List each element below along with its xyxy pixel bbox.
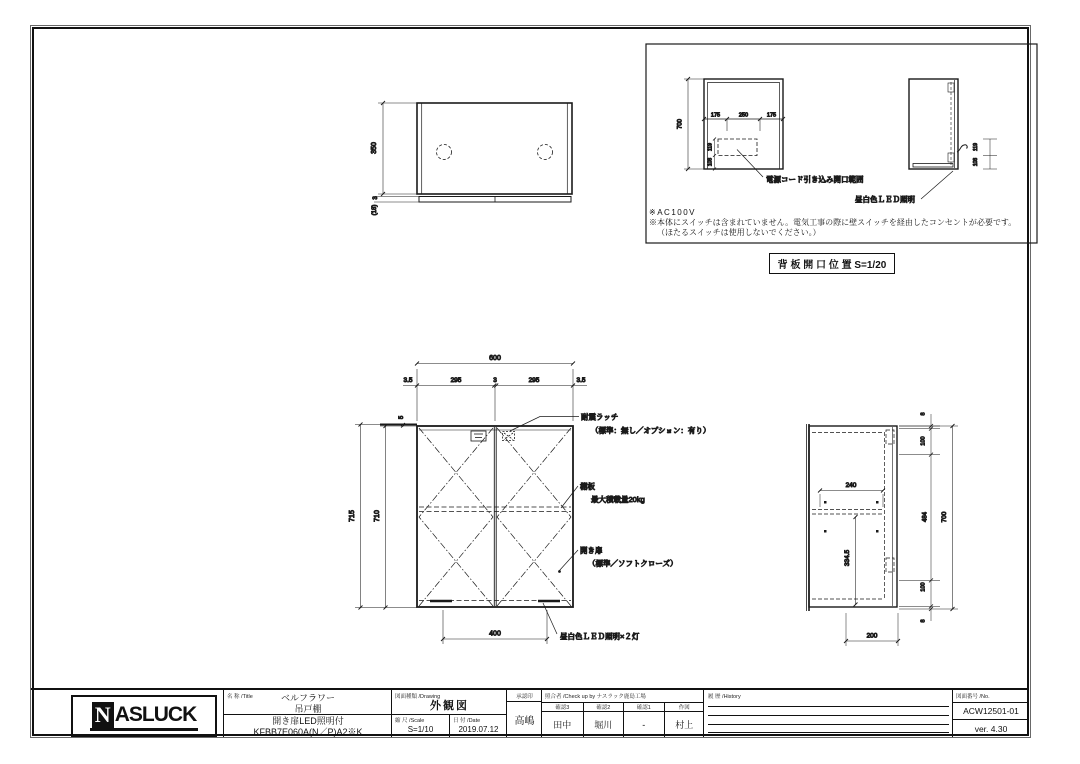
label-shelf-note: 最大積載量20kg	[591, 495, 645, 504]
shelf-pins	[824, 501, 879, 533]
dim-front-h-body: 710	[374, 510, 381, 522]
name-label: 名 称 /Title	[227, 694, 253, 700]
power-cord-opening	[718, 139, 757, 156]
approval-value: 高嶋	[514, 716, 535, 727]
check-col-1-label: 確認2	[584, 702, 624, 712]
dim-back-right: 175	[766, 112, 777, 119]
label-led-front: 昼白色ＬＥＤ照明×２灯	[560, 632, 640, 641]
nasluck-logo	[71, 695, 217, 737]
check-col-3	[664, 702, 705, 737]
name-value-3: 開き扉LED照明付	[272, 716, 344, 726]
dim-plan-depth: 350	[371, 142, 378, 154]
plan-view	[371, 101, 572, 215]
check-col-3-value: 村上	[675, 720, 694, 730]
check-col-2-label: 確認1	[624, 702, 664, 712]
check-col-2-value: -	[642, 719, 646, 730]
side-view	[807, 412, 959, 646]
dim-back-height: 700	[677, 118, 684, 130]
dim-front-center: 3	[493, 377, 497, 384]
dim-side-bot: 8	[920, 619, 927, 623]
dim-back-left: 175	[710, 112, 721, 119]
history-label: 履 歴 /History	[708, 694, 741, 700]
front-view	[349, 355, 710, 644]
dim-side-shelf: 240	[845, 482, 857, 489]
name-value-4: KFBB7E060A(N／P)A2※K	[253, 727, 363, 737]
check-col-0	[542, 702, 583, 737]
drawing-type-cell	[391, 690, 507, 737]
note-line-3: （ほたるスイッチは使用しないでください。）	[657, 227, 821, 237]
approval-cell	[506, 690, 542, 737]
dim-front-door-r: 295	[528, 377, 540, 384]
type-value: 外観図	[430, 700, 469, 712]
dim-front-h-total: 715	[349, 510, 356, 522]
history-cell	[703, 690, 953, 737]
name-cell	[223, 690, 392, 737]
approval-label: 承認印	[507, 690, 542, 702]
dim-front-top: 5	[399, 415, 405, 420]
dim-side-led-h: 334.5	[844, 549, 851, 567]
dim-front-edge-l: 3.5	[403, 377, 413, 384]
dim-side-mid: 484	[922, 511, 929, 523]
check-col-1	[583, 702, 624, 737]
label-led-back: 昼白色ＬＥＤ照明	[855, 195, 915, 204]
shelf-lines	[419, 507, 571, 512]
name-value-2: 吊戸棚	[294, 704, 322, 714]
check-col-3-label: 作図	[665, 702, 705, 712]
led-circle-right	[538, 145, 553, 160]
latch-right	[503, 432, 515, 441]
check-col-0-label: 確認3	[542, 702, 583, 712]
back-side-view	[855, 79, 997, 204]
back-panel-caption-text: 背 板 開 口 位 置 S=1/20	[777, 260, 887, 271]
dim-back-mid: 250	[738, 112, 749, 119]
dim-front-door-l: 295	[450, 377, 462, 384]
dim-plan-gap: 3	[373, 196, 379, 200]
date-value: 2019.07.12	[458, 724, 499, 734]
number-label: 図面番号 /No.	[956, 694, 990, 700]
label-door: 開き扉	[580, 546, 603, 555]
label-door-note: （標準／ソフトクローズ）	[588, 559, 678, 568]
check-cell	[541, 690, 704, 737]
number-cell	[952, 690, 1029, 737]
label-power-cord: 電源コード引き込み開口範囲	[766, 175, 864, 184]
note-line-2: ※本体にスイッチは含まれていません。電気工事の際に壁スイッチを経由したコンセントが必要です。	[649, 217, 1017, 227]
label-latch: 耐震ラッチ	[581, 412, 619, 422]
electrical-notes	[649, 208, 1034, 237]
title-block	[31, 688, 1028, 735]
dim-side-b: 108	[973, 157, 979, 167]
dim-open-b: 108	[707, 157, 714, 167]
date-cell	[449, 714, 507, 737]
version-value: ver. 4.30	[974, 723, 1008, 734]
number-value: ACW12501-01	[953, 702, 1029, 720]
logo-cell	[31, 690, 223, 737]
dim-open-h: 119	[707, 143, 714, 151]
label-latch-note: （標準：無し／オプション：有り）	[591, 426, 711, 435]
type-label: 図面種類 /Drawing	[395, 694, 441, 700]
dim-side-top2: 100	[920, 436, 927, 446]
name-value-1: ベルフラワー	[280, 692, 335, 703]
dim-front-edge-r: 3.5	[576, 377, 586, 384]
logo-text: ASLUCK	[114, 703, 197, 726]
dim-side-bottom: 200	[866, 632, 878, 640]
door-swing-lines	[419, 428, 571, 606]
back-view	[678, 77, 864, 184]
check-label: 照合者 /Check up by ナスラック鹿島工場	[545, 694, 646, 700]
check-col-2	[623, 702, 664, 737]
label-shelf: 棚板	[580, 482, 595, 491]
scale-value: S=1/10	[407, 724, 434, 734]
scale-label: 縮 尺 /Scale	[395, 718, 425, 724]
dim-front-width: 600	[489, 355, 501, 362]
dim-plan-bottom: (18)	[372, 204, 378, 216]
check-col-1-value: 堀川	[594, 720, 613, 730]
dim-side-height: 700	[941, 511, 948, 523]
date-label: 日 付 /Date	[453, 718, 481, 724]
scale-cell	[392, 714, 449, 737]
logo-initial: N	[92, 702, 114, 728]
led-circle-left	[437, 145, 452, 160]
check-col-0-value: 田中	[553, 720, 572, 730]
dim-front-led: 400	[489, 630, 501, 638]
note-line-1: ※AC100V	[649, 208, 696, 217]
dim-side-bot2: 100	[920, 582, 927, 592]
dim-side-top: 8	[920, 412, 927, 416]
dim-side-h: 119	[973, 143, 979, 151]
back-panel-caption	[769, 253, 895, 274]
